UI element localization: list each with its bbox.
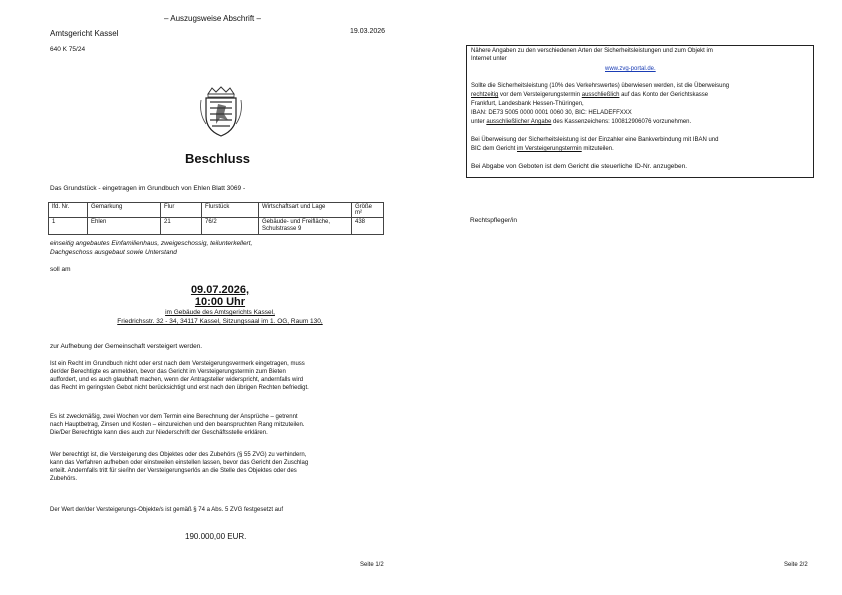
info-underline: im Versteigerungstermin [517,146,582,152]
court-name: Amtsgericht Kassel [50,29,119,38]
table-header-row [49,203,384,218]
purpose-text: zur Aufhebung der Gemeinschaft versteigert werden. [50,343,203,350]
paragraph-line: kann das Verfahren aufheben oder einstweilen einstellen lassen, bevor das Gericht den Zuschlag [50,460,309,466]
coat-of-arms-seal [198,84,244,138]
intro-text: Das Grundstück - eingetragen im Grundbuch von Ehlen Blatt 3069 - [50,185,246,192]
info-line: Bei Überweisung der Sicherheitsleistung ist der Einzahler eine Bankverbindung mit IBAN und [471,137,719,143]
value-statement: Der Wert der/der Versteigerungs-Objekte/s ist gemäß § 74 a Abs. 5 ZVG festgesetzt auf [50,507,283,513]
document-subtitle: – Auszugsweise Abschrift – [164,14,261,23]
table-header: Wirtschaftsart und Lage [259,203,352,218]
page-number: Seite 2/2 [784,562,808,568]
table-cell: 438 [352,218,384,235]
auction-place-line: im Gebäude des Amtsgerichts Kassel, [165,309,275,316]
paragraph-line: Es ist zweckmäßig, zwei Wochen vor dem Termin eine Berechnung der Ansprüche – getrennt [50,414,298,420]
paragraph-line: das Recht im geringsten Gebot nicht berücksichtigt und erst nach den übrigen Rechten befriedigt. [50,385,309,391]
document-date: 19.03.2026 [350,28,386,35]
paragraph-line: Zubehörs. [50,476,78,482]
info-underline: ausschließlich [581,92,620,98]
paragraph-claims [50,413,395,437]
paragraph-line: der/der Berechtigte es anmelden, bevor das Gericht im Versteigerungstermin zum Bieten [50,369,286,375]
info-text: des Kassenzeichens: 100812906076 vorzunehmen. [551,119,692,125]
info-line: Bei Abgabe von Geboten ist dem Gericht die steuerliche ID-Nr. anzugeben. [471,163,688,170]
land-register-table [48,202,384,235]
property-description-line: einseitig angebautes Einfamilienhaus, zweigeschossig, teilunterkellert, [50,240,253,247]
case-number: 640 K 75/24 [50,46,86,53]
info-line [471,145,614,153]
sollen-text: soll am [50,266,71,273]
table-cell: 21 [161,218,202,235]
page-number: Seite 1/2 [360,562,384,568]
info-text: mitzuteilen. [581,146,614,152]
auction-date: 09.07.2026, [190,284,250,296]
table-cell: 76/2 [202,218,259,235]
paragraph-line: Ist ein Recht im Grundbuch nicht oder erst nach dem Versteigerungsvermerk eingetragen, muss [50,361,305,367]
table-cell: Ehlen [88,218,161,235]
auction-appointment [130,284,310,308]
info-text: unter [471,119,487,125]
info-underline: rechtzeitig [471,92,499,98]
table-header: Größe m² [352,203,384,218]
info-text: BIC dem Gericht [471,146,518,152]
rechtspfleger-signature: Rechtspfleger/in [470,217,517,224]
paragraph-line: Die/Der Berechtigte kann dies auch zur Niederschrift der Geschäftsstelle erklären. [50,430,268,436]
table-header: lfd. Nr. [49,203,88,218]
paragraph-rights [50,360,395,392]
info-line: Internet unter [471,56,507,62]
info-line: Nähere Angaben zu den verschiedenen Arten der Sicherheitsleistungen und zum Objekt im [471,48,713,54]
table-row [49,218,384,235]
table-header: Flur [161,203,202,218]
info-text: vor dem Versteigerungstermin [498,92,582,98]
zvg-portal-link[interactable]: www.zvg-portal.de. [605,66,656,72]
table-cell: Gebäude- und Freifläche, Schulstrasse 9 [259,218,352,235]
paragraph-line: Wer berechtigt ist, die Versteigerung des Objektes oder des Zubehörs (§ 55 ZVG) zu verhindern, [50,452,307,458]
info-line: IBAN: DE73 5005 0000 0001 0060 30, BIC: HELADEFFXXX [471,110,632,116]
value-amount: 190.000,00 EUR. [185,532,247,541]
paragraph-line: auffordert, und es auch glaubhaft machen, wenn der Antragsteller widerspricht, andernfalls wird [50,377,304,383]
info-text: auf das Konto der Gerichtskasse [619,92,709,98]
property-description-line: Dachgeschoss ausgebaut sowie Unterstand [50,249,177,256]
paragraph-line: erteilt. Andernfalls tritt für sie/ihn der Versteigerungserlös an die Stelle des Objektes oder des [50,468,297,474]
info-underline: ausschließlicher Angabe [486,119,552,125]
info-line: Frankfurt, Landesbank Hessen-Thüringen, [471,101,584,107]
table-header: Gemarkung [88,203,161,218]
auction-time: 10:00 Uhr [194,296,246,308]
table-cell: 1 [49,218,88,235]
paragraph-line: nach Hauptbetrag, Zinsen und Kosten – einzureichen und den beanspruchten Rang mitzuteilen. [50,422,305,428]
auction-place-line: Friedrichsstr. 32 - 34, 34117 Kassel, Sitzungssaal im 1. OG, Raum 130, [117,318,323,325]
info-line [471,118,691,126]
paragraph-objection [50,451,395,483]
table-header: Flurstück [202,203,259,218]
info-line [471,91,708,99]
info-box [466,45,814,178]
info-line: Sollte die Sicherheitsleistung (10% des Verkehrswertes) überwiesen werden, ist die Überweisung [471,83,730,89]
document-title: Beschluss [185,151,251,166]
